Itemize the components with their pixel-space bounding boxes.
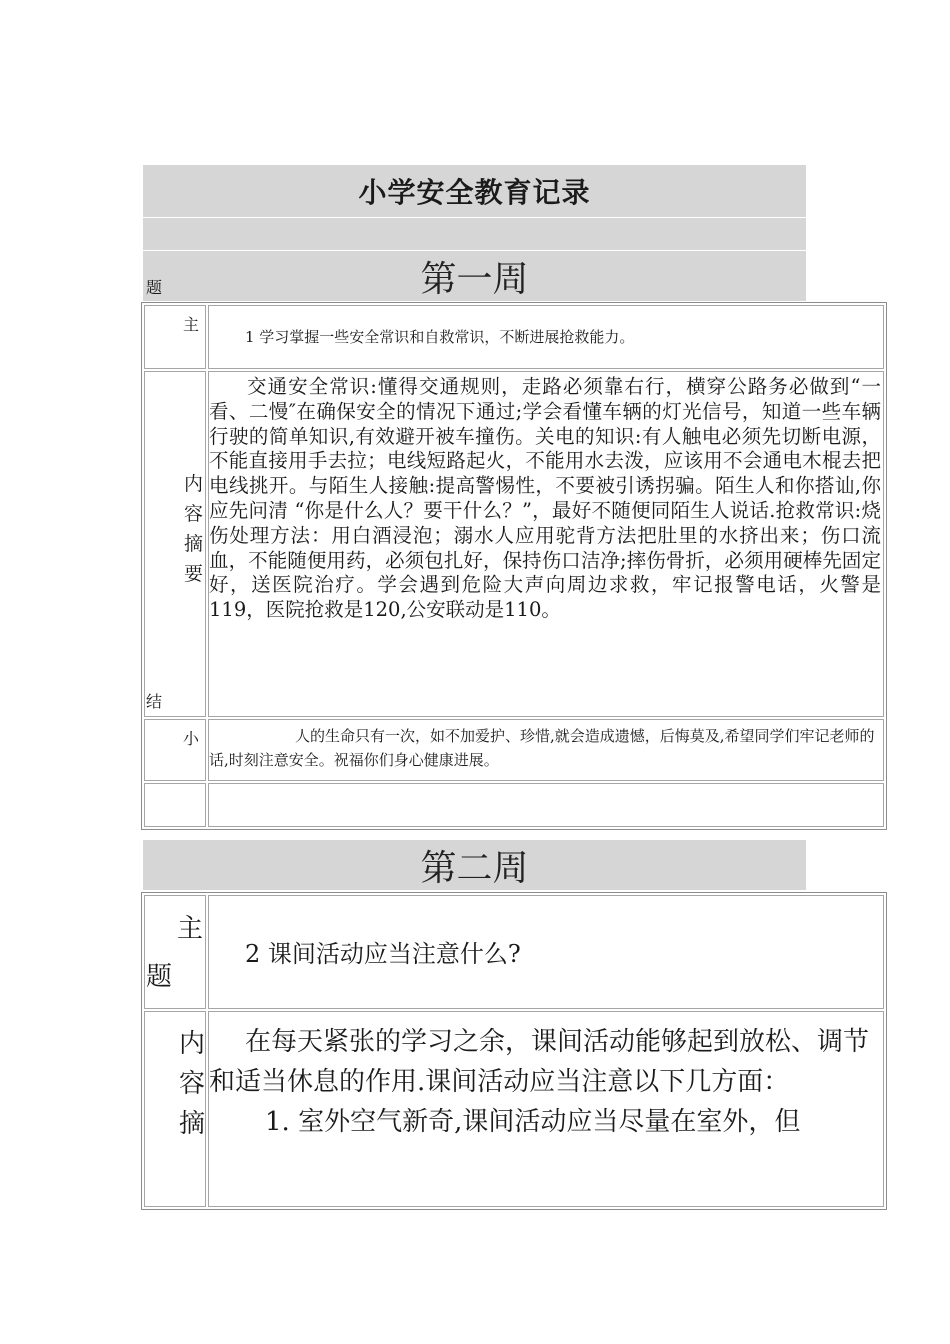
week1-topic-cell: [208, 305, 884, 369]
week2-content-paragraph-1: 在每天紧张的学习之余，课间活动能够起到放松、调节和适当休息的作用.课间活动应当注意以下几方面：: [209, 1027, 870, 1097]
topic-label-top-week2: 主: [176, 914, 203, 944]
week1-summary: 人的生命只有一次，如不加爱护、珍惜,就会造成遗憾，后悔莫及,希望同学们牢记老师的话,时刻注意安全。祝福你们身心健康进展。: [209, 727, 875, 769]
content-label-cell: [144, 371, 206, 717]
topic-label-top: 主: [182, 315, 199, 334]
content-label: 内容摘要: [183, 473, 203, 585]
topic-label-bottom-week2: 题: [146, 962, 173, 992]
topic-label-bottom: 题: [146, 278, 163, 297]
topic-label-cell: [144, 278, 206, 369]
week2-topic-cell: [208, 895, 884, 1009]
week2-content-cell: [208, 1011, 884, 1207]
week2-topic: 2 课间活动应当注意什么?: [245, 940, 521, 968]
week2-heading: 第二周: [143, 840, 806, 890]
empty-label-cell: [144, 783, 206, 827]
week1-summary-cell: [208, 719, 884, 781]
empty-content-cell: [208, 783, 884, 827]
summary-label-cell: [144, 692, 206, 781]
document-title: 小学安全教育记录: [143, 165, 806, 217]
week2-record-table: [141, 892, 887, 1210]
week1-content: 交通安全常识:懂得交通规则，走路必须靠右行，横穿公路务必做到“一看、二慢″在确保安全的情况下通过;学会看懂车辆的灯光信号，知道一些车辆行驶的简单知识,有效避开被车撞伤。关电的知识:有人触电必须先切断电源，不能直接用手去拉；电线短路起火，不能用水去泼，应该用不会通电木棍去把电线挑开。与陌生人接触:提高警惕性，不要被引诱拐骗。陌生人和你搭讪,你应先问清 “你是什么人？要干什么？”，最好不随便同陌生人说话.抢救常识:烧伤处理方法：用白酒浸泡；溺水人应用驼背方法把肚里的水挤出来；伤口流血，不能随便用药，必须包扎好，保持伤口洁净;摔伤骨折，必须用硬棒先固定好，送医院治疗。学会遇到危险大声向周边求救，牢记报警电话，火警是119，医院抢救是120,公安联动是110。: [209, 375, 881, 622]
content-label-cell-week2: [144, 1011, 206, 1207]
week1-heading: 第一周: [143, 251, 806, 301]
week1-content-cell: [208, 371, 884, 717]
week1-topic: 1 学习掌握一些安全常识和自救常识，不断进展抢救能力。: [245, 328, 635, 346]
summary-label-top: 小: [182, 729, 199, 748]
week2-content-paragraph-2: 1. 室外空气新奇,课间活动应当尽量在室外，但: [265, 1107, 801, 1137]
topic-label-cell-week2: [144, 895, 206, 1009]
content-label-week2: 内容摘: [179, 1029, 206, 1139]
summary-label-bottom: 结: [146, 692, 163, 711]
title-spacer-band: [143, 218, 806, 250]
